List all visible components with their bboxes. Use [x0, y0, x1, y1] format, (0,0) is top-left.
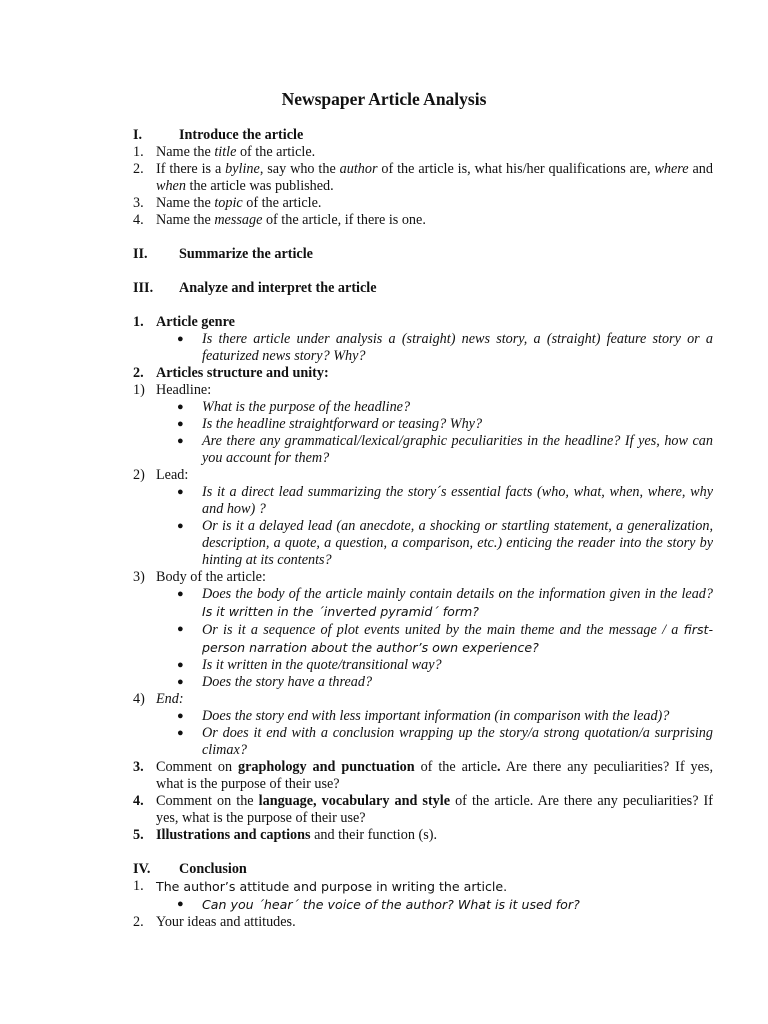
bullet-icon: ● — [177, 401, 184, 413]
bullet-item: ● What is the purpose of the headline? — [177, 399, 411, 415]
bullet-item: ● Can you ´hear´ the voice of the author? What is it used for? — [177, 897, 580, 912]
bullet-item: ● Are there any grammatical/lexical/graphic peculiarities in the headline? If yes, how can you account for them? — [177, 433, 713, 466]
list-item: 1. Name the title of the article. — [133, 144, 316, 160]
list-item: 2. Your ideas and attitudes. — [133, 914, 296, 930]
page-title: Newspaper Article Analysis — [281, 89, 487, 109]
graphology-item: 3. Comment on graphology and punctuation of the article. Are there any peculiarities? If yes, what is the purpose of their use? — [133, 759, 713, 792]
bullet-icon: ● — [177, 623, 184, 635]
bullet-item: ● Is it a direct lead summarizing the story´s essential facts (who, what, when, where, why and how) ? — [177, 484, 713, 517]
list-item: 1. The author’s attitude and purpose in writing the article. — [133, 878, 508, 894]
bullet-icon: ● — [177, 333, 184, 345]
bullet-item: ● Does the story end with less important information (in comparison with the lead)? — [177, 708, 670, 724]
bullet-icon: ● — [177, 435, 184, 447]
bullet-icon: ● — [177, 418, 184, 430]
bullet-item: ● Does the story have a thread? — [177, 674, 373, 690]
section-4-heading: IV. Conclusion — [133, 861, 247, 877]
list-item: 3. Name the topic of the article. — [133, 195, 322, 211]
bullet-icon: ● — [177, 486, 184, 498]
bullet-item: ● Or is it a delayed lead (an anecdote, a shocking or startling statement, a generalization, description, a quote, a question, a comparison, etc.) enticing the reader into the story by hinting at its contents? — [177, 518, 713, 568]
end-heading: 4) End: — [133, 691, 184, 707]
section-3-heading: III. Analyze and interpret the article — [133, 280, 377, 296]
bullet-icon: ● — [177, 588, 184, 600]
genre-heading: 1. Article genre — [133, 314, 235, 330]
language-item: 4. Comment on the language, vocabulary and style of the article. Are there any peculiarities? If yes, what is the purpose of their use? — [133, 793, 714, 826]
list-item: 2. If there is a byline, say who the author of the article is, what his/her qualifications are, where and when the article was published. — [133, 161, 713, 194]
document-body — [133, 127, 713, 931]
bullet-item: ● Is there article under analysis a (straight) news story, a (straight) feature story or a featurized news story? Why? — [177, 331, 713, 364]
body-heading: 3) Body of the article: — [133, 569, 266, 585]
list-item: 4. Name the message of the article, if there is one. — [133, 212, 426, 228]
lead-heading: 2) Lead: — [133, 467, 189, 483]
bullet-item: ● Or is it a sequence of plot events united by the main theme and the message / a first-person narration about the author’s own experience? — [177, 622, 713, 655]
bullet-item: ● Is the headline straightforward or teasing? Why? — [177, 416, 483, 432]
section-2-heading: II. Summarize the article — [133, 246, 313, 262]
headline-heading: 1) Headline: — [133, 382, 212, 398]
bullet-icon: ● — [177, 676, 184, 688]
bullet-icon: ● — [177, 659, 184, 671]
bullet-icon: ● — [177, 898, 184, 910]
bullet-item: ● Or does it end with a conclusion wrapping up the story/a strong quotation/a surprising climax? — [177, 725, 713, 758]
bullet-icon: ● — [177, 727, 184, 739]
structure-heading: 2. Articles structure and unity: — [133, 365, 329, 381]
bullet-item: ● Does the body of the article mainly contain details on the information given in the lead? Is it written in the ´inverted pyramid´ form? — [177, 586, 713, 619]
bullet-icon: ● — [177, 520, 184, 532]
bullet-icon: ● — [177, 710, 184, 722]
section-1-heading: I. Introduce the article — [133, 127, 304, 143]
bullet-item: ● Is it written in the quote/transitional way? — [177, 657, 442, 673]
illustrations-item: 5. Illustrations and captions and their function (s). — [133, 827, 437, 843]
